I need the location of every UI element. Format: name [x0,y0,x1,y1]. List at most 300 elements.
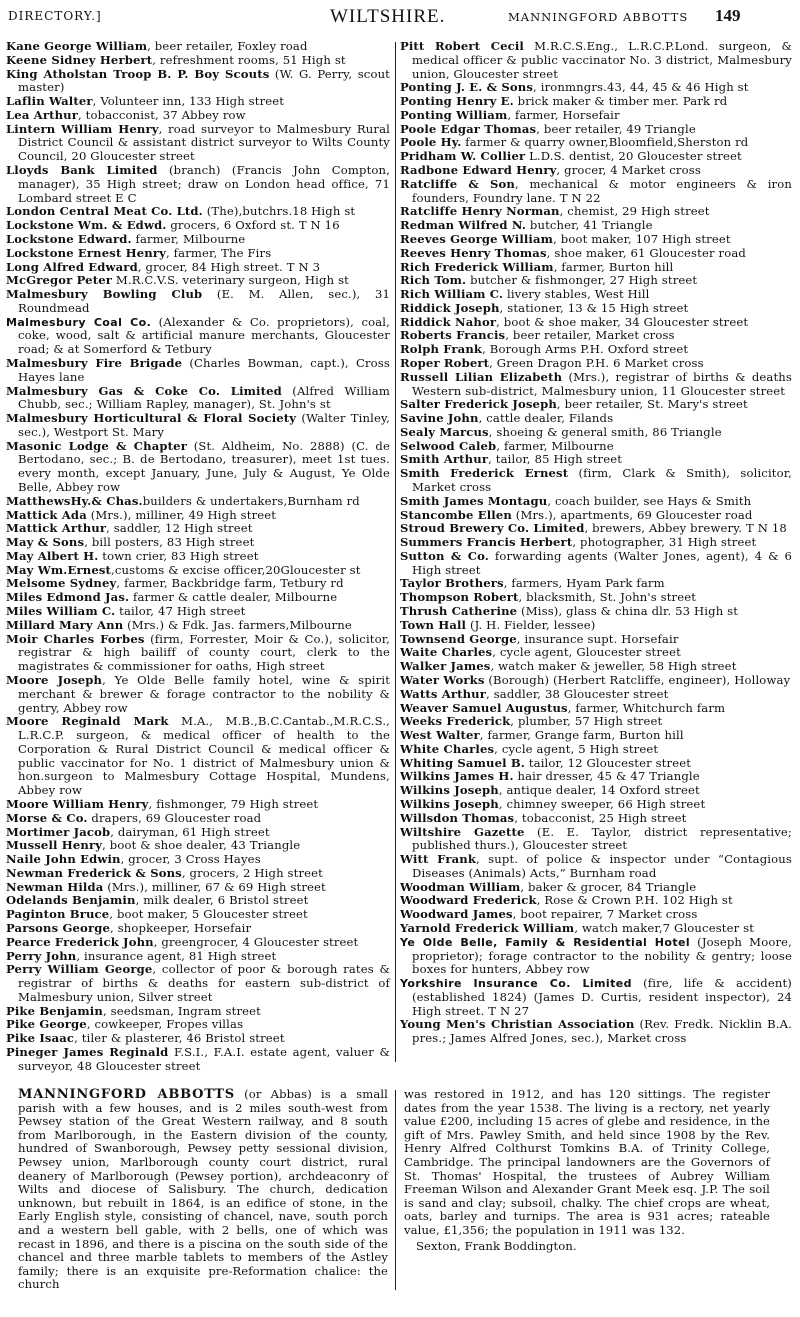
directory-entry [400,798,792,812]
directory-left-column [6,40,390,1074]
entry-name: Radbone Edward Henry [400,163,557,178]
entry-name: Watts Arthur [400,686,487,701]
entry-name: Keene Sidney Herbert [6,52,153,67]
directory-entry [400,715,792,729]
entry-details: , photographer, 31 High street [572,535,757,550]
directory-entry [6,522,390,536]
entry-details: , cycle agent, Gloucester street [492,645,681,660]
directory-entry [400,757,792,771]
entry-name: Rich Frederick William [400,259,554,274]
directory-entry [6,1005,390,1019]
directory-entry [400,398,792,412]
entry-details: , cattle dealer, Filands [478,411,614,426]
directory-entry [400,688,792,702]
entry-name: Redman Wilfred N. [400,218,527,233]
entry-details: , beer retailer, St. Mary's street [556,397,748,412]
entry-details: , tobacconist, 37 Abbey row [78,107,246,122]
entry-details: , farmer, Grange farm, Burton hill [479,728,684,743]
entry-details: , blacksmith, St. John's street [518,590,697,605]
directory-entry [400,674,792,688]
entry-name: Pitt Robert Cecil [400,39,524,53]
directory-entry [400,591,792,605]
directory-entry [400,536,792,550]
directory-entry [400,426,792,440]
entry-name: Riddick Joseph [400,300,500,315]
sexton-line: Sexton, Frank Boddington. [416,1238,577,1253]
entry-name: Pike George [6,1017,87,1032]
directory-entry [400,605,792,619]
directory-entry [400,164,792,178]
directory-entry [6,922,390,936]
directory-entry [400,329,792,343]
header-county-title: WILTSHIRE. [330,6,446,27]
entry-name: Selwood Caleb [400,438,497,453]
directory-entry [6,247,390,261]
directory-entry [400,233,792,247]
entry-name: Miles William C. [6,604,116,619]
entry-details: , greengrocer, 4 Gloucester street [153,934,359,949]
directory-entry [400,357,792,371]
directory-entry [6,674,390,715]
entry-details: M.R.C.V.S. veterinary surgeon, High st [112,273,349,288]
entry-name: Smith Arthur [400,452,489,467]
directory-entry [400,95,792,109]
entry-details: , farmer, Milbourne [496,438,614,453]
entry-details: , stationer, 13 & 15 High street [499,300,689,315]
entry-name: Miles Edmond Jas. [6,590,130,605]
directory-entry [6,261,390,275]
entry-details: , Borough Arms P.H. Oxford street [482,342,689,357]
entry-details: (The),butchrs.18 High st [202,204,356,219]
entry-details: (Mrs.), milliner, 67 & 69 High street [103,879,326,894]
directory-entry [400,894,792,908]
entry-details: , saddler, 38 Gloucester street [486,686,669,701]
entry-name: Wiltshire Gazette [400,824,525,839]
entry-name: Pineger James Reginald [6,1045,169,1060]
entry-name: Newman Frederick & Sons [6,865,182,880]
entry-name: Walker James [400,659,491,674]
directory-entry [400,288,792,302]
entry-name: Perry William George [6,962,153,977]
directory-entry [400,619,792,633]
entry-name: Willsdon Thomas [400,810,515,825]
directory-entry [400,219,792,233]
directory-entry [6,440,390,495]
entry-name: Smith James Montagu [400,493,548,508]
directory-entry [6,881,390,895]
column-divider [395,1090,396,1290]
header-place-title: MANNINGFORD ABBOTTS [508,10,689,24]
directory-entry [400,522,792,536]
entry-name: MatthewsHy.& Chas. [6,493,143,508]
page-header [0,6,800,34]
entry-name: Witt Frank [400,852,477,867]
entry-name: Water Works [400,672,485,687]
directory-entry [6,95,390,109]
entry-name: Mortimer Jacob [6,824,111,839]
entry-details: (Mrs.), registrar of births & deaths Western sub-district, Malmesbury union, 11 Gloucester street [412,369,792,398]
entry-details: town crier, 83 High street [98,548,259,563]
entry-name: Salter Frederick Joseph [400,397,557,412]
directory-entry [400,467,792,495]
directory-entry [6,1046,390,1074]
directory-entry [400,343,792,357]
directory-entry [6,550,390,564]
entry-details: (E. M. Allen, sec.), 31 Roundmead [18,287,390,315]
directory-entry [400,922,792,936]
entry-name: Ponting William [400,107,508,122]
entry-details: , chimney sweeper, 66 High street [498,796,706,811]
entry-name: Ye Olde Belle, Family & Residential Hotel [400,935,691,949]
entry-name: Lea Arthur [6,107,79,122]
entry-name: Perry John [6,948,77,963]
entry-details: , beer retailer, 49 Triangle [536,121,696,136]
entry-details: (Mrs.) & Fdk. Jas. farmers,Milbourne [123,617,352,632]
entry-details: , farmer, The Firs [166,245,272,260]
entry-details: , beer retailer, Foxley road [147,39,308,53]
entry-details: , plumber, 57 High street [510,714,663,729]
entry-name: Yarnold Frederick William [400,921,575,935]
entry-details: , ironmngrs.43, 44, 45 & 46 High st [533,80,749,95]
entry-name: Woodward James [400,907,513,922]
entry-details: , Ye Olde Belle family hotel, wine & spirit merchant & brewer & forage contractor to the nobility & gentry, Abbey row [18,672,391,715]
entry-details: drapers, 69 Gloucester road [87,810,262,825]
directory-entry [6,826,390,840]
entry-name: Savine John [400,411,479,426]
entry-name: Malmesbury Fire Brigade [6,355,183,370]
entry-name: Summers Francis Herbert [400,535,573,550]
directory-entry [6,205,390,219]
entry-details: farmer, Milbourne [131,231,246,246]
entry-details: , boot maker, 107 High street [553,231,731,246]
directory-entry [6,963,390,1004]
entry-details: , brewers, Abbey brewery. T N 18 [584,521,787,536]
entry-name: Moore William Henry [6,796,149,811]
directory-entry [400,633,792,647]
directory-entry [400,577,792,591]
entry-details: , insurance agent, 81 High street [76,948,277,963]
entry-name: Roper Robert [400,355,490,370]
entry-details: , grocers, 2 High street [181,865,323,880]
entry-name: Parsons George [6,921,110,935]
entry-name: Townsend George [400,631,517,646]
entry-details: , farmer, Burton hill [553,259,674,274]
directory-entry [400,81,792,95]
entry-details: (St. Aldheim, No. 2888) (C. de Bertodano, sec.; B. de Bertodano, treasurer), meet 1st tues. every month, except January, June, July & August, Ye Olde Belle, Abbey row [18,438,390,494]
entry-name: Russell Lilian Elizabeth [400,369,563,384]
entry-details: , shoe maker, 61 Gloucester road [546,245,746,260]
entry-details: , Green Dragon P.H. 6 Market cross [489,355,704,370]
directory-entry [400,274,792,288]
directory-entry [400,977,792,1018]
directory-entry [6,853,390,867]
entry-details: , grocer, 4 Market cross [556,163,701,178]
entry-name: Wilkins Joseph [400,796,499,811]
entry-details: , boot & shoe maker, 34 Gloucester street [496,314,749,329]
directory-entry [400,440,792,454]
directory-entry [400,247,792,261]
entry-name: Woodward Frederick [400,893,537,908]
directory-entry [6,894,390,908]
entry-name: Reeves Henry Thomas [400,245,547,260]
directory-entry [6,316,390,357]
entry-details: , cowkeeper, Fropes villas [86,1017,244,1032]
directory-entry [6,123,390,164]
entry-name: Lloyds Bank Limited [6,163,158,178]
directory-entry [400,371,792,399]
entry-name: Thrush Catherine [400,604,518,619]
entry-name: Malmesbury Horticultural & Floral Society [6,411,297,426]
parish-name: MANNINGFORD ABBOTTS [18,1087,235,1102]
entry-details: , refreshment rooms, 51 High st [152,52,346,67]
directory-entry [400,660,792,674]
entry-details: ,customs & excise officer,20Gloucester st [111,562,361,577]
entry-details: , watch maker,7 Gloucester st [574,921,755,935]
entry-details: butcher, 41 Triangle [526,218,653,233]
directory-entry [6,40,390,54]
entry-name: Roberts Francis [400,328,506,343]
directory-entry [6,357,390,385]
directory-entry [400,302,792,316]
entry-name: May Wm.Ernest [6,562,112,577]
directory-entry [6,564,390,578]
directory-entry [400,881,792,895]
entry-name: Morse & Co. [6,810,88,825]
directory-entry [400,936,792,977]
entry-details: (Alfred William Chubb, sec.; William Rapley, manager), St. John's st [18,383,390,412]
entry-details: forwarding agents (Walter Jones, agent), 4 & 6 High street [412,548,792,577]
entry-details: , boot maker, 5 Gloucester street [109,907,308,922]
entry-name: Lockstone Wm. & Edwd. [6,218,167,233]
directory-entry [6,68,390,96]
entry-name: Moore Joseph [6,672,103,687]
entry-name: Thompson Robert [400,590,519,605]
entry-name: Lockstone Ernest Henry [6,245,167,260]
directory-entry [400,412,792,426]
entry-details: , baker & grocer, 84 Triangle [520,879,697,894]
entry-details: , tobacconist, 25 High street [514,810,687,825]
directory-entry [6,591,390,605]
directory-entry [6,798,390,812]
directory-entry [400,702,792,716]
entry-name: Moir Charles Forbes [6,631,145,646]
directory-entry [6,577,390,591]
entry-details: (E. E. Taylor, district representative; published thurs.), Gloucester street [412,824,792,853]
entry-details: , chemist, 29 High street [559,204,710,219]
entry-name: Pearce Frederick John [6,934,154,949]
directory-entry [6,233,390,247]
entry-details: (Mrs.), apartments, 69 Gloucester road [511,507,753,522]
entry-name: Mattick Arthur [6,521,107,536]
entry-name: Rich Tom. [400,273,467,288]
entry-name: Laflin Walter [6,94,93,109]
directory-entry [6,412,390,440]
entry-name: Woodman William [400,879,521,894]
parish-description-text: (or Abbas) is a small parish with a few houses, and is 2 miles south-west from Pewsey station of the Great Western railway, and 8 south from Marlborough, in the Eastern division of the county, hundred of Swanborough, Pewsey petty sessional division, Pewsey union, Marlborough county court district, rural deanery of Marlborough (Pewsey portion), archdeaconry of Wilts and diocese of Salisbury. The church, dedication unknown, but rebuilt in 1864, is an edifice of stone, in the Early English style, consisting of chancel, nave, south porch and a western bell gable, with 2 bells, one of which was recast in 1896, and there is a piscina on the south side of the chancel and three marble tablets to members of the Astley family; there is an exquisite pre-Reformation chalice: the church [18,1087,388,1292]
entry-name: White Charles [400,741,495,756]
entry-name: Rolph Frank [400,342,483,357]
entry-name: Lockstone Edward. [6,231,132,246]
entry-details: tailor, 12 Gloucester street [524,755,692,770]
entry-name: Poole Hy. [400,135,462,150]
directory-entry [400,261,792,275]
entry-details: (Joseph Moore, proprietor); forage contractor to the nobility & gentry; loose boxes for hunters, Abbey row [412,934,792,977]
entry-name: Yorkshire Insurance Co. Limited [400,977,632,991]
entry-details: butcher & fishmonger, 27 High street [466,273,698,288]
entry-details: (Alexander & Co. proprietors), coal, coke, wood, salt & artificial manure merchants, Gloucester road; & at Somerford & Tetbury [18,314,390,357]
directory-entry [400,743,792,757]
entry-details: , antique dealer, 14 Oxford street [498,783,700,798]
entry-name: Ponting Henry E. [400,94,514,109]
entry-name: Weeks Frederick [400,714,511,729]
directory-entry [400,729,792,743]
directory-entry [6,839,390,853]
directory-entry [6,950,390,964]
entry-name: Moore Reginald Mark [6,714,169,729]
entry-name: Taylor Brothers [400,576,504,591]
entry-name: Wilkins James H. [400,769,514,784]
entry-details: grocers, 6 Oxford st. T N 16 [166,218,340,233]
entry-name: Young Men's Christian Association [400,1017,635,1032]
directory-entry [400,136,792,150]
directory-entry [400,109,792,123]
entry-details: F.S.I., F.A.I. estate agent, valuer & surveyor, 48 Gloucester street [18,1045,390,1073]
entry-details: builders & undertakers,Burnham rd [142,493,360,508]
entry-details: tailor, 47 High street [115,604,246,619]
directory-entry [6,1032,390,1046]
entry-details: , tailor, 85 High street [488,452,623,467]
entry-details: , shopkeeper, Horsefair [109,921,252,935]
directory-entry [6,605,390,619]
entry-name: Sutton & Co. [400,548,489,563]
entry-name: Stroud Brewery Co. Limited [400,521,585,536]
entry-details: , Volunteer inn, 133 High street [92,94,285,109]
entry-details: , saddler, 12 High street [106,521,253,536]
entry-details: , tiler & plasterer, 46 Bristol street [74,1031,285,1046]
entry-name: Smith Frederick Ernest [400,466,569,481]
directory-entry [6,936,390,950]
entry-details: , grocer, 84 High street. T N 3 [137,259,321,274]
directory-entry [400,1018,792,1046]
entry-details: (Borough) (Herbert Ratcliffe, engineer), Holloway [484,672,791,687]
entry-name: Ratcliffe & Son [400,176,515,191]
header-section-label: DIRECTORY.] [8,9,102,23]
directory-entry [6,219,390,233]
entry-details: , fishmonger, 79 High street [148,796,319,811]
entry-details: (Mrs.), milliner, 49 High street [86,507,277,522]
entry-details: M.R.C.S.Eng., L.R.C.P.Lond. surgeon, & medical officer & public vaccinator No. 3 district, Malmesbury union, Gloucester street [412,39,792,81]
entry-details: , boot & shoe dealer, 43 Triangle [102,838,301,853]
entry-name: Town Hall [400,617,467,632]
entry-name: West Walter [400,728,480,743]
entry-details: livery stables, West Hill [503,287,650,302]
directory-entry [400,646,792,660]
directory-entry [6,54,390,68]
entry-details: (Walter Tinley, sec.), Westport St. Mary [18,411,390,439]
entry-details: , coach builder, see Hays & Smith [547,493,752,508]
entry-name: King Atholstan Troop B. P. Boy Scouts [6,66,270,81]
entry-details: (fire, life & accident) (established 1824) (James D. Curtis, resident inspector), 24 High street. T N 27 [412,976,792,1018]
entry-name: Ponting J. E. & Sons [400,80,534,95]
directory-entry [400,812,792,826]
entry-name: Kane George William [6,39,148,53]
directory-entry [6,619,390,633]
entry-details: farmer & quarry owner,Bloomfield,Sherston rd [461,135,749,150]
directory-entry [400,908,792,922]
directory-entry [6,908,390,922]
directory-entry [400,40,792,81]
directory-entry [400,150,792,164]
directory-entry [6,715,390,798]
entry-details: , farmer, Horsefair [507,107,620,122]
directory-entry [6,495,390,509]
directory-entry [6,274,390,288]
page-number: 149 [715,6,741,25]
entry-name: Pridham W. Collier [400,149,526,164]
entry-details: , boot repairer, 7 Market cross [512,907,698,922]
entry-details: , Rose & Crown P.H. 102 High st [536,893,733,908]
entry-name: Naile John Edwin [6,852,121,867]
entry-details: brick maker & timber mer. Park rd [513,94,728,109]
entry-name: Reeves George William [400,231,554,246]
directory-entry [6,509,390,523]
entry-details: (Miss), glass & china dlr. 53 High st [517,604,739,619]
entry-details: , mechanical & motor engineers & iron founders, Foundry lane. T N 22 [412,176,792,205]
entry-details: (firm, Clark & Smith), solicitor, Market cross [412,466,792,494]
entry-details: , farmer, Backbridge farm, Tetbury rd [116,576,344,591]
entry-details: , beer retailer, Market cross [505,328,675,343]
entry-name: Weaver Samuel Augustus [400,700,568,715]
directory-entry [6,109,390,123]
entry-details: , farmers, Hyam Park farm [503,576,665,591]
entry-name: Newman Hilda [6,879,104,894]
entry-name: Waite Charles [400,645,493,660]
parish-description-right [404,1088,770,1253]
parish-description-left [18,1088,388,1292]
entry-name: Melsome Sydney [6,576,117,591]
entry-details: (Charles Bowman, capt.), Cross Hayes lane [18,355,390,384]
directory-entry [400,853,792,881]
directory-entry [6,164,390,205]
directory-right-column [400,40,792,1046]
entry-details: , shoeing & general smith, 86 Triangle [488,424,722,439]
entry-name: Malmesbury Gas & Coke Co. Limited [6,383,282,398]
entry-details: , watch maker & jeweller, 58 High street [490,659,737,674]
directory-entry [6,867,390,881]
column-divider [395,42,396,1062]
directory-entry [400,123,792,137]
directory-entry [400,316,792,330]
directory-entry [6,812,390,826]
entry-name: Mattick Ada [6,507,87,522]
directory-entry [6,633,390,674]
entry-name: McGregor Peter [6,273,112,288]
directory-entry [400,453,792,467]
entry-name: Riddick Nahor [400,314,497,329]
entry-details: farmer & cattle dealer, Milbourne [129,590,338,605]
directory-entry [400,178,792,206]
directory-entry [6,536,390,550]
directory-entry [400,205,792,219]
directory-entry [400,784,792,798]
entry-details: , supt. of police & inspector under “Contagious Diseases (Animals) Acts,” Burnham road [412,852,792,880]
entry-details: M.A., M.B.,B.C.Cantab.,M.R.C.S., L.R.C.P. surgeon, & medical officer of health to the Corporation & Rural District Council & medical officer & public vaccinator for No. 1 district of Malmesbury union & hon.surgeon to Malmesbury Cottage Hospital, Mundens, Abbey row [18,714,390,798]
directory-entry [400,509,792,523]
entry-name: Malmesbury Bowling Club [6,287,203,302]
entry-details: , seedsman, Ingram street [102,1003,261,1018]
entry-name: Masonic Lodge & Chapter [6,438,187,453]
entry-name: Stancombe Ellen [400,507,512,522]
